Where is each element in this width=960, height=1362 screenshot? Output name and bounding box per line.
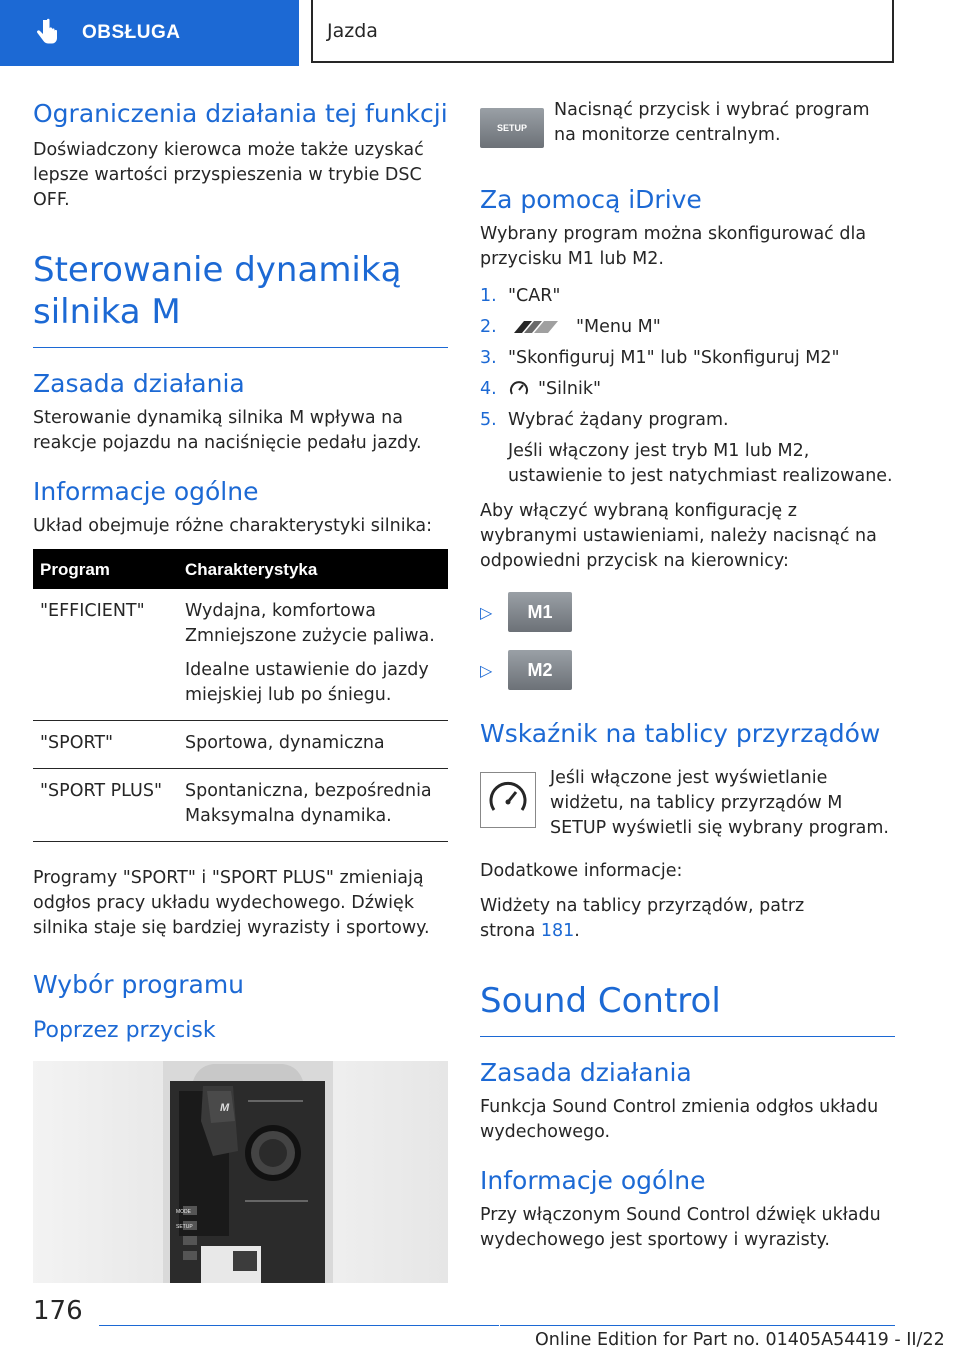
triangle-bullet-icon: ▷ [480, 660, 493, 680]
general-text: Układ obejmuje różne charakterystyki silnika: [33, 516, 433, 536]
principle-heading: Zasada działania [33, 369, 245, 398]
table-header-program: Program [33, 549, 178, 589]
m1-button-icon [508, 592, 572, 632]
right-column [480, 98, 895, 1253]
program-cell: "SPORT" [33, 721, 178, 769]
list-item [480, 284, 895, 309]
step-text: "Menu M" [576, 317, 661, 337]
program-cell: "SPORT PLUS" [33, 769, 178, 842]
general-heading: Informacje ogólne [33, 477, 259, 506]
m2-row [480, 650, 895, 690]
selection-heading: Wybór programu [33, 970, 245, 999]
widgets-text: Widżety na tablicy przyrządów, patrz strona 181. [480, 896, 805, 941]
idrive-heading: Za pomocą iDrive [480, 185, 702, 214]
main-heading: Sterowanie dynamiką silnika M [33, 250, 402, 332]
m1-row [480, 592, 895, 632]
footer-rule [99, 1325, 499, 1326]
sound-principle-text: Funkcja Sound Control zmienia odgłos układu wydechowego. [480, 1097, 879, 1142]
gauge-widget-icon [480, 772, 536, 828]
limits-heading: Ograniczenia działania tej funkcji [33, 99, 448, 128]
console-illustration [33, 1061, 448, 1283]
button-subheading: Poprzez przycisk [33, 1018, 216, 1043]
widgets-text-body: Widżety na tablicy przyrządów, patrz strona [480, 896, 805, 941]
m-logo-text: M [220, 1102, 230, 1114]
list-item [480, 377, 895, 402]
mode-label: MODE [176, 1209, 191, 1215]
table-row [33, 721, 448, 769]
apply-text: Aby włączyć wybraną konfigurację z wybranymi ustawieniami, należy nacisnąć na odpowiedni przycisk na kierownicy: [480, 501, 877, 571]
step-number: 4. [480, 379, 497, 399]
page-number: 176 [33, 1296, 83, 1326]
program-cell: "EFFICIENT" [33, 589, 178, 721]
triangle-bullet-icon: ▷ [480, 602, 493, 622]
setup-button-label: SETUP [496, 123, 527, 133]
m1-button-label: M1 [527, 601, 553, 622]
steps-list [480, 284, 895, 433]
section-tab[interactable] [0, 0, 299, 66]
limits-text: Doświadczony kierowca może także uzyskać lepsze wartości przyspieszenia w trybie DSC OFF. [33, 140, 424, 210]
list-item [480, 346, 895, 371]
program-table [33, 549, 448, 842]
setup-label: SETUP [176, 1224, 193, 1230]
indicator-row [480, 766, 895, 841]
center-console-photo [33, 1061, 448, 1283]
left-column [33, 98, 448, 1283]
indicator-text: Jeśli włączone jest wyświetlanie widżetu, na tablicy przyrządów M SETUP wyświetli się wybrany program. [550, 768, 889, 838]
step-number: 5. [480, 410, 497, 430]
idrive-text: Wybrany program można skonfigurować dla przycisku M1 lub M2. [480, 224, 867, 269]
sound-principle-heading: Zasada działania [480, 1058, 692, 1087]
principle-text: Sterowanie dynamiką silnika M wpływa na reakcje pojazdu na naciśnięcie pedału jazdy. [33, 408, 422, 453]
characteristic-line: Wydajna, komfortowa Zmniejszone zużycie paliwa. [185, 601, 435, 646]
characteristic-cell: Sportowa, dynamiczna [178, 721, 448, 769]
chapter-label: Jazda [327, 19, 378, 42]
additional-label: Dodatkowe informacje: [480, 861, 683, 881]
chapter-header [311, 0, 894, 63]
sound-general-text: Przy włączonym Sound Control dźwięk układu wydechowego jest sportowy i wyrazisty. [480, 1205, 881, 1250]
m-stripes-icon [510, 317, 562, 337]
sound-heading: Sound Control [480, 981, 721, 1021]
step-number: 2. [480, 317, 497, 337]
heading-rule [33, 347, 448, 348]
list-item [480, 315, 895, 340]
m2-button-icon [508, 650, 572, 690]
step-number: 3. [480, 348, 497, 368]
edition-text: Online Edition for Part no. 01405A54419 - II/22 [535, 1330, 945, 1350]
characteristic-cell: Spontaniczna, bezpośrednia Maksymalna dynamika. [178, 769, 448, 842]
table-row [33, 589, 448, 721]
sound-general-heading: Informacje ogólne [480, 1166, 706, 1195]
step-number: 1. [480, 286, 497, 306]
step5-note: Jeśli włączony jest tryb M1 lub M2, ustawienie to jest natychmiast realizowane. [508, 441, 893, 486]
sound-rule [480, 1036, 895, 1037]
setup-text: Nacisnąć przycisk i wybrać program na monitorze centralnym. [554, 100, 870, 145]
table-row [33, 769, 448, 842]
setup-row [480, 98, 895, 148]
page-link[interactable]: 181 [540, 921, 575, 941]
step-text: "Skonfiguruj M1" lub "Skonfiguruj M2" [508, 348, 840, 368]
characteristic-line: Idealne ustawienie do jazdy miejskiej lub po śniegu. [185, 660, 429, 705]
step-text: "CAR" [508, 286, 561, 306]
hand-pointer-icon [34, 18, 60, 48]
step-text: Wybrać żądany program. [508, 410, 729, 430]
gauge-icon [508, 378, 530, 400]
table-header-characteristic: Charakterystyka [178, 549, 448, 589]
list-item [480, 408, 895, 433]
section-label: OBSŁUGA [82, 22, 181, 43]
setup-button-icon [480, 108, 544, 148]
characteristic-cell [178, 589, 448, 721]
m2-button-label: M2 [527, 659, 553, 680]
programs-text: Programy "SPORT" i "SPORT PLUS" zmieniają odgłos pracy układu wydechowego. Dźwięk silnika staje się bardziej wyrazisty i sportowy. [33, 868, 430, 938]
indicator-heading: Wskaźnik na tablicy przyrządów [480, 719, 881, 748]
step-text: "Silnik" [538, 379, 602, 399]
footer-rule [500, 1325, 895, 1326]
